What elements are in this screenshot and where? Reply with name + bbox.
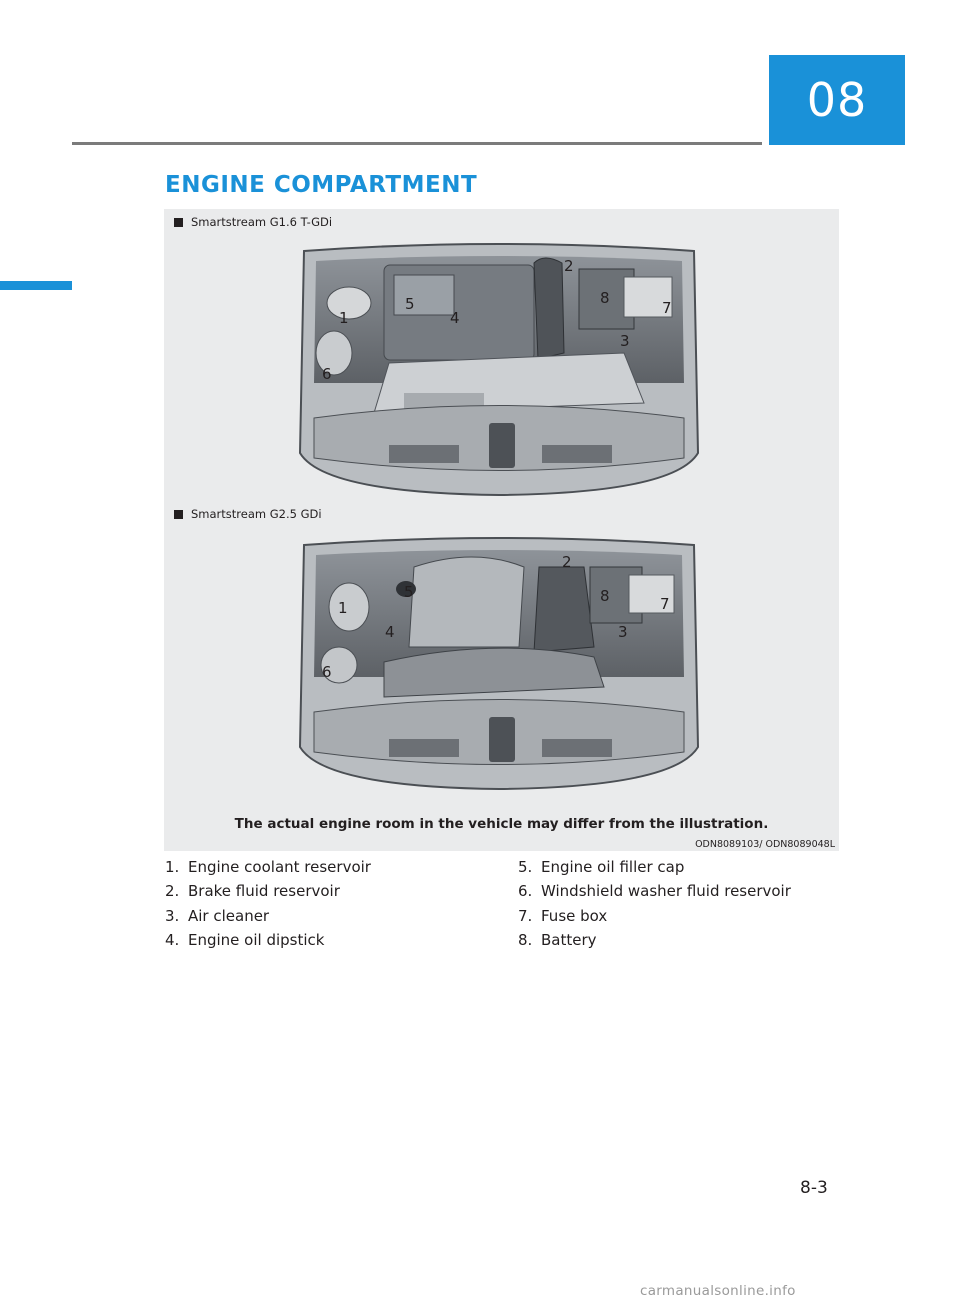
variant-label-2-text: Smartstream G2.5 GDi [191,507,322,521]
legend-label: Engine oil filler cap [541,858,685,876]
bullet-square-icon [174,218,183,227]
variant-label-1-text: Smartstream G1.6 T-GDi [191,215,333,229]
legend-item [165,907,371,931]
engine-illustration-2 [294,537,704,795]
callout-1-3: 3 [620,332,630,350]
image-code: ODN8089103/ ODN8089048L [695,839,835,850]
legend-num: 5. [518,858,533,876]
variant-label-1 [174,215,332,229]
legend-label: Battery [541,930,597,949]
chapter-number: 08 [806,73,868,127]
callout-1-6: 6 [322,365,332,383]
callout-1-7: 7 [662,299,672,317]
legend-item [165,931,371,955]
legend-item [165,858,371,882]
page-number: 8-3 [800,1178,828,1198]
bullet-square-icon [174,510,183,519]
engine-illustration-1 [294,243,704,501]
section-title: ENGINE COMPARTMENT [165,172,478,198]
callout-2-7: 7 [660,595,670,613]
legend-left [165,858,371,955]
callout-1-2: 2 [564,257,574,275]
legend-item [518,858,791,882]
legend-num: 8. [518,930,533,949]
figure-caption: The actual engine room in the vehicle may differ from the illustration. [234,816,769,832]
legend-num: 4. [165,930,180,949]
callout-1-4: 4 [450,309,460,327]
legend-item [518,882,791,906]
legend-num: 6. [518,882,533,901]
legend-item [518,931,791,955]
legend-label: Engine oil dipstick [188,930,325,949]
legend-item [165,882,371,906]
legend-right [518,858,791,955]
chapter-tab [769,55,905,145]
callout-1-1: 1 [339,309,349,327]
callout-2-6: 6 [322,663,332,681]
callout-2-3: 3 [618,623,628,641]
watermark-link[interactable]: carmanualsonline.info [640,1283,796,1299]
callout-2-5: 5 [404,583,414,601]
callout-2-4: 4 [385,623,395,641]
legend-label: Brake fluid reservoir [188,882,340,901]
callout-1-5: 5 [405,295,415,313]
legend-label: Air cleaner [188,906,270,925]
legend-num: 3. [165,906,180,925]
legend-label: Fuse box [541,906,608,925]
callout-2-8: 8 [600,587,610,605]
header-rule [72,142,762,145]
side-marker [0,281,72,290]
callout-1-8: 8 [600,289,610,307]
engine-figure [164,209,839,851]
legend-num: 2. [165,882,180,901]
legend-item [518,907,791,931]
callout-2-2: 2 [562,553,572,571]
legend-num: 7. [518,906,533,925]
legend-label: Windshield washer fluid reservoir [541,882,791,901]
variant-label-2 [174,507,322,521]
legend-label: Engine coolant reservoir [188,858,371,876]
callout-2-1: 1 [338,599,348,617]
legend-num: 1. [165,858,180,876]
